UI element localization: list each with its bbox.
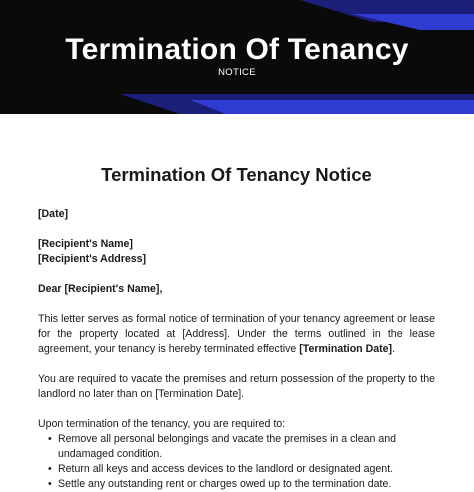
header-banner — [0, 0, 474, 114]
recipient-name: [Recipient's Name] — [38, 238, 133, 250]
banner-stripe-top-light — [352, 14, 474, 30]
termination-date: [Termination Date] — [299, 343, 393, 355]
banner-title: Termination Of Tenancy — [65, 33, 409, 66]
notice-document — [38, 164, 435, 492]
banner-stripe-bottom-light — [190, 100, 474, 114]
salutation: Dear [Recipient's Name], — [38, 283, 163, 295]
vacate-paragraph: You are required to vacate the premises and return possession of the property to the landlord no later than on [Termination Date]. — [38, 373, 435, 400]
notice-paragraph-end: . — [392, 343, 396, 355]
recipient-address: [Recipient's Address] — [38, 253, 147, 265]
document-title: Termination Of Tenancy Notice — [101, 164, 372, 185]
list-item: • Remove all personal belongings and vacate the premises in a clean and undamaged condition. — [48, 432, 435, 462]
banner-subtitle: NOTICE — [218, 67, 256, 78]
notice-paragraph-text: This letter serves as formal notice of termination of your tenancy agreement or lease for the property located at [Address]. Under the terms outlined in the lease agreement, your tenancy is hereby terminated effective — [38, 313, 435, 355]
date-field: [Date] — [38, 208, 69, 220]
list-item: • Settle any outstanding rent or charges owed up to the termination date. — [48, 477, 435, 492]
notice-paragraph — [38, 312, 435, 357]
requirements-list — [38, 432, 435, 492]
requirements-intro: Upon termination of the tenancy, you are required to: — [38, 418, 286, 430]
list-item: • Return all keys and access devices to the landlord or designated agent. — [48, 462, 435, 477]
